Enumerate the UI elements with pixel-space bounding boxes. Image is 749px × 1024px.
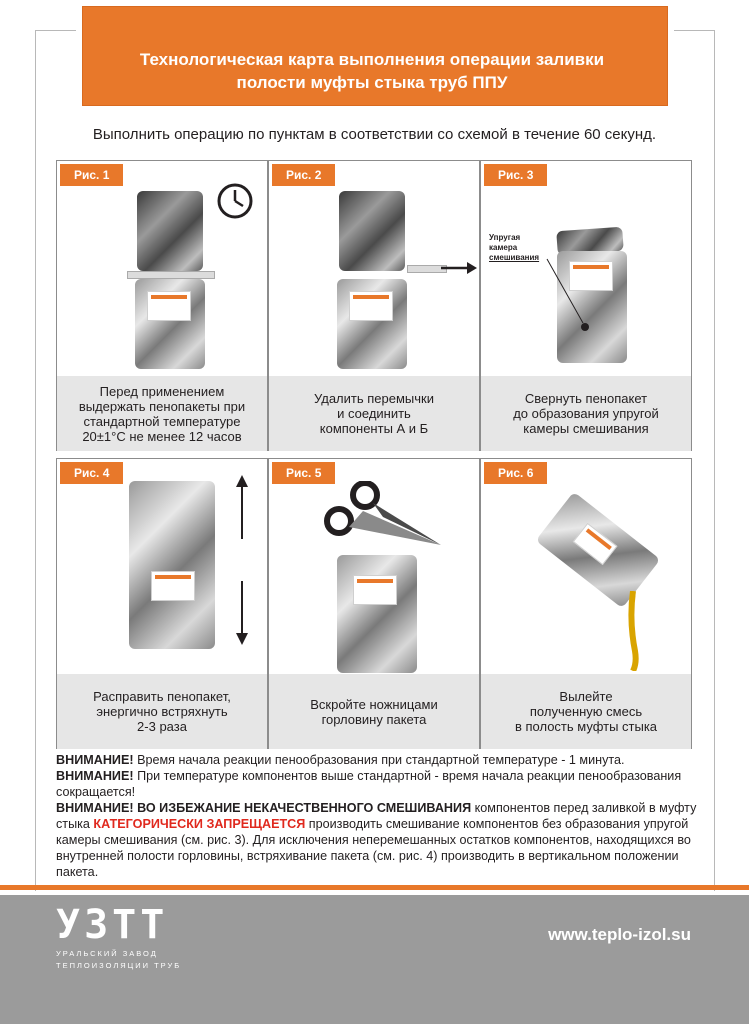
pouring-stream xyxy=(613,591,653,671)
arrow-up-icon xyxy=(235,475,249,539)
step-5-caption: Вскройте ножницами горловину пакета xyxy=(269,674,479,749)
intro-text: Выполнить операцию по пунктам в соответствии со схемой в течение 60 секунд. xyxy=(92,126,657,143)
step-1-illustration xyxy=(57,161,267,377)
step-6-illustration xyxy=(481,459,691,675)
orange-divider xyxy=(0,885,749,890)
mixing-chamber-callout: Упругая камера смешивания xyxy=(489,233,540,262)
step-4-tag: Рис. 4 xyxy=(57,459,126,487)
warning-2: ВНИМАНИЕ! При температуре компонентов выше стандартной - время начала реакции пенообразования сокращается! xyxy=(56,769,682,799)
step-6 xyxy=(480,458,692,749)
page-title: Технологическая карта выполнения операции заливки полости муфты стыка труб ППУ xyxy=(139,50,605,92)
step-2-caption: Удалить перемычки и соединить компоненты А и Б xyxy=(269,376,479,451)
step-6-tag: Рис. 6 xyxy=(481,459,550,487)
footer xyxy=(0,895,749,1024)
clock-icon xyxy=(215,181,255,221)
foam-pack-component-b xyxy=(135,279,205,369)
scissors-icon xyxy=(323,481,443,561)
foam-pack-component-b xyxy=(337,279,407,369)
callout-line xyxy=(545,257,585,327)
warnings-block xyxy=(56,752,701,880)
arrow-down-icon xyxy=(235,581,249,645)
divider-clip xyxy=(127,271,215,279)
step-3-tag: Рис. 3 xyxy=(481,161,550,189)
website-link[interactable]: www.teplo-izol.su xyxy=(548,925,691,944)
step-1-caption: Перед применением выдержать пенопакеты при стандартной температуре 20±1°С не менее 12 часов xyxy=(57,376,267,451)
step-6-caption: Вылейте полученную смесь в полость муфты стыка xyxy=(481,674,691,749)
foam-pack xyxy=(129,481,215,649)
warning-3: ВНИМАНИЕ! ВО ИЗБЕЖАНИЕ НЕКАЧЕСТВЕННОГО СМЕШИВАНИЯ компонентов перед заливкой в муфту стыка КАТЕГОРИЧЕСКИ ЗАПРЕЩАЕТСЯ производить смешивание компонентов без образования упругой камеры смешивания (см. рис. 3). Для исключения неперемешанных остатков компонентов, находящихся во внутренней полости горловины, встряхивание пакета (см. рис. 4) производить в вертикальном положении пакета. xyxy=(56,801,697,879)
arrow-right-icon xyxy=(441,261,477,275)
step-2-illustration xyxy=(269,161,479,377)
step-4-caption: Расправить пенопакет, энергично встряхнуть 2-3 раза xyxy=(57,674,267,749)
step-5-tag: Рис. 5 xyxy=(269,459,338,487)
foam-pack-component-a xyxy=(339,191,405,271)
step-4-illustration xyxy=(57,459,267,675)
step-4 xyxy=(56,458,268,749)
step-1 xyxy=(56,160,268,451)
warning-1: ВНИМАНИЕ! Время начала реакции пенообразования при стандартной температуре - 1 минута. xyxy=(56,753,625,767)
company-logo: УЗТТ УРАЛЬСКИЙ ЗАВОД ТЕПЛОИЗОЛЯЦИИ ТРУБ xyxy=(56,902,182,970)
foam-pack-component-a xyxy=(137,191,203,271)
step-5 xyxy=(268,458,480,749)
step-3-illustration xyxy=(481,161,691,377)
step-3 xyxy=(480,160,692,451)
step-2-tag: Рис. 2 xyxy=(269,161,338,189)
step-3-caption: Свернуть пенопакет до образования упругой камеры смешивания xyxy=(481,376,691,451)
step-2 xyxy=(268,160,480,451)
step-5-illustration xyxy=(269,459,479,675)
foam-pack xyxy=(337,555,417,673)
step-1-tag: Рис. 1 xyxy=(57,161,126,189)
